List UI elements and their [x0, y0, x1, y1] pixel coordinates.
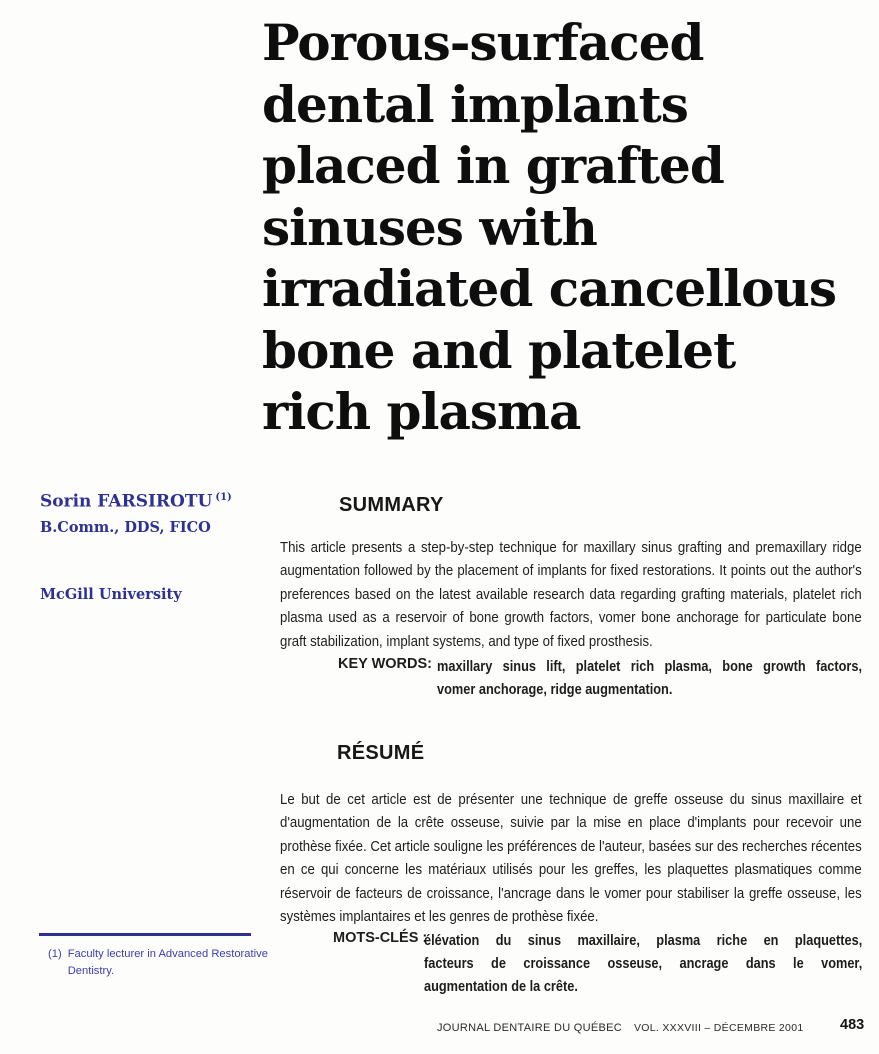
- motscles-line: augmentation de la crête.: [424, 979, 578, 995]
- article-title: [262, 12, 836, 443]
- title-line: bone and platelet: [262, 320, 736, 380]
- volume-date: VOL. XXXVIII – DÉCEMBRE 2001: [634, 1022, 804, 1034]
- keywords-line: vomer anchorage, ridge augmentation.: [437, 682, 673, 698]
- author-block: [40, 488, 232, 537]
- motscles-line: facteurs de croissance osseuse, ancrage dans le vomer,: [424, 956, 863, 972]
- author-credentials: B.Comm., DDS, FICO: [40, 518, 211, 536]
- motscles-line: élévation du sinus maxillaire, plasma riche en plaquettes,: [424, 933, 863, 949]
- footnote-text: Faculty lecturer in Advanced Restorative Dentistry.: [67, 948, 268, 977]
- author-name: [40, 488, 232, 512]
- author-affiliation: McGill University: [40, 586, 182, 603]
- author-name-text: Sorin FARSIROTU: [40, 491, 213, 512]
- title-line: rich plasma: [262, 382, 581, 441]
- summary-heading: SUMMARY: [339, 494, 444, 516]
- keywords-label: KEY WORDS:: [338, 656, 432, 672]
- motscles-label: MOTS-CLÉS :: [333, 930, 428, 946]
- title-line: Porous-surfaced: [262, 13, 704, 72]
- footnote-divider: [39, 933, 251, 936]
- page-number: 483: [840, 1017, 865, 1033]
- motscles-text: [424, 930, 862, 999]
- title-line: dental implants: [262, 74, 688, 134]
- journal-name: JOURNAL DENTAIRE DU QUÉBEC: [437, 1022, 623, 1034]
- author-footnote-ref: (1): [215, 492, 232, 503]
- resume-heading: RÉSUMÉ: [337, 742, 425, 764]
- keywords-line: maxillary sinus lift, platelet rich plasma, bone growth factors,: [437, 659, 863, 675]
- summary-text: This article presents a step-by-step technique for maxillary sinus grafting and premaxillary ridge augmentation followed by the placement of implants for fixed restorations. It points out the author's preferences based on the latest available research data regarding grafting materials, platelet rich plasma used as a reservoir of bone growth factors, vomer bone anchorage for particulate bone graft stabilization, implant systems, and type of fixed prosthesis.: [280, 539, 862, 650]
- footnote-marker: (1): [48, 948, 62, 960]
- title-line: sinuses with: [262, 197, 597, 257]
- title-line: irradiated cancellous: [262, 259, 836, 318]
- keywords-text: [437, 656, 862, 702]
- title-line: placed in grafted: [262, 136, 724, 195]
- footnote: [48, 946, 280, 980]
- resume-text: Le but de cet article est de présenter une technique de greffe osseuse du sinus maxillaire et d'augmentation de la crête osseuse, suivie par la mise en place d'implants pour recevoir une prothèse fixée. Cet article souligne les préférences de l'auteur, basées sur des recherches récentes en ce qui concerne les matériaux utilisés pour les greffes, les plaquettes plasmatiques comme réservoir de facteurs de croissance, l'ancrage dans le vomer pour stabiliser la greffe osseuse, les systèmes implantaires et les genres de prothèse fixée.: [280, 791, 862, 926]
